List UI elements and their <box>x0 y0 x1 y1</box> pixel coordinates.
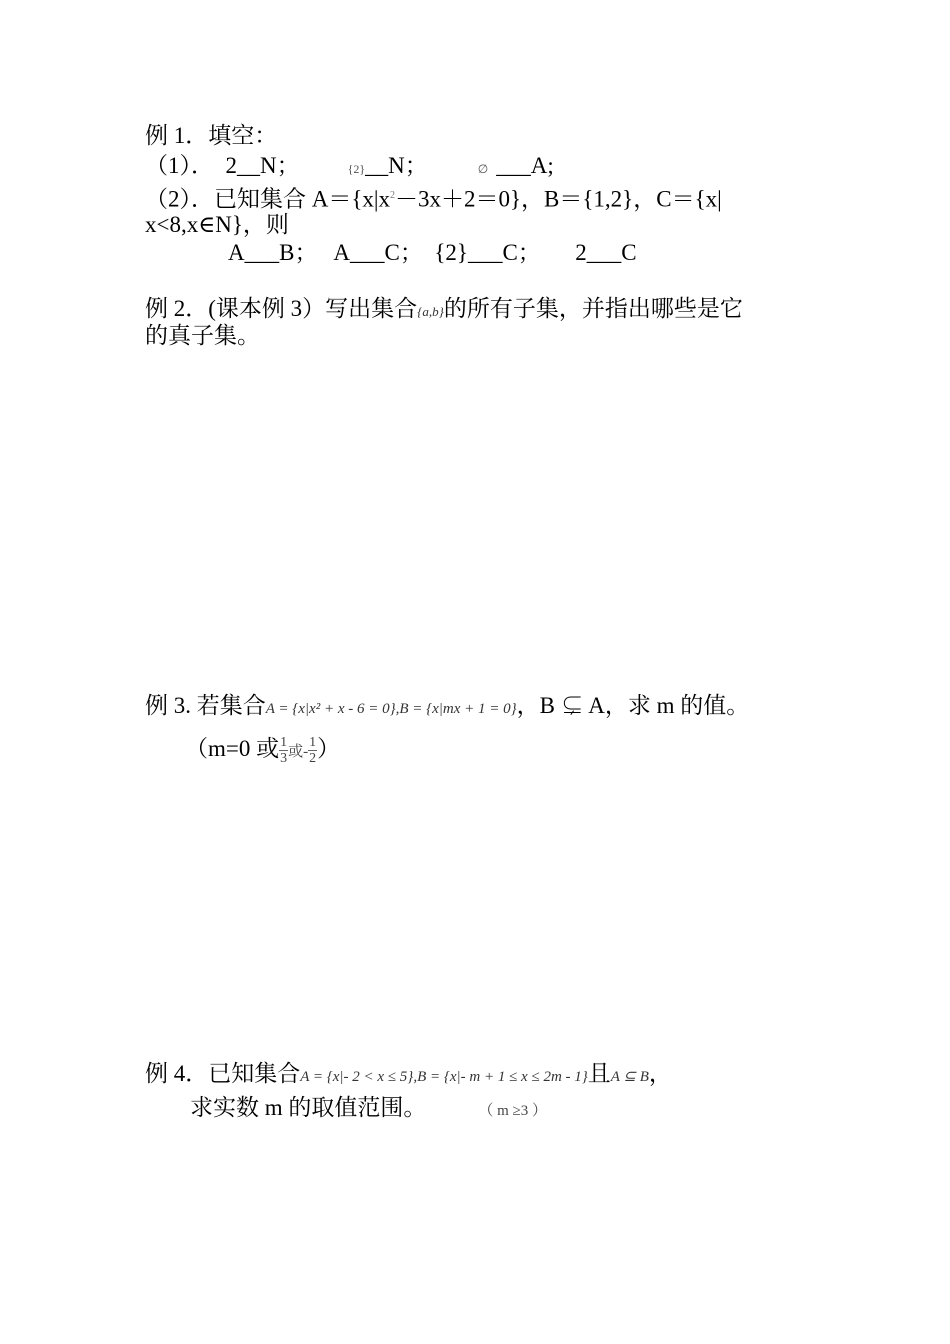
ex3-ans-or: 或- <box>288 744 309 760</box>
ex3-sep: , <box>395 701 400 717</box>
ex4-question: 求实数 m 的取值范围。 <box>190 1095 427 1120</box>
set-ab-math: {a,b} <box>417 304 444 319</box>
example-4-line-1 <box>145 1060 672 1091</box>
subset-condition-math: A ⊆ B <box>610 1069 649 1085</box>
set-A-math: A = {x|x² + x - 6 = 0} <box>265 701 396 717</box>
example-1-title: 例 1．填空： <box>145 123 278 148</box>
example-1-line-1 <box>145 152 554 183</box>
set-A-math: A = {x|- 2 < x ≤ 5} <box>300 1069 414 1085</box>
ex3-part-b: ，B ⊊ A，求 m 的值。 <box>516 693 750 718</box>
example-1-line-3: x<8,x∈N}，则 <box>145 212 289 237</box>
ex4-answer: （ m ≥3 ） <box>478 1103 548 1119</box>
fraction-one-third: $\frac{1}{3}$ <box>280 735 288 767</box>
ex3-ans-a: （m=0 或 <box>185 736 280 761</box>
ex1-l2-part-b: －3x＋2＝0}，B＝{1,2}，C＝{x| <box>395 186 722 212</box>
exponent: 2 <box>390 190 396 201</box>
example-3-line-1 <box>145 692 749 723</box>
ex4-sep: , <box>413 1069 418 1085</box>
fraction-one-half: $\frac{1}{2}$ <box>309 735 317 767</box>
ex4-end: ， <box>648 1061 672 1086</box>
ex1-blank-1: __N； <box>237 153 300 178</box>
ex1-l2-part-a: （2）．已知集合 A＝{x|x <box>145 186 391 212</box>
example-1-line-4: A___B； A___C； {2}___C； 2___C <box>228 240 637 265</box>
ex3-part-a: 例 3. 若集合 <box>145 693 266 718</box>
ex1-part-a: （1）． 2 <box>145 153 237 178</box>
example-3-answer <box>185 735 340 766</box>
empty-set-icon: ∅ <box>477 162 489 176</box>
ex1-blank-3: ___A; <box>496 153 554 178</box>
ex1-blank-2: __N； <box>365 153 428 178</box>
ex4-and: 且 <box>587 1061 611 1086</box>
set-B-math: B = {x|- m + 1 ≤ x ≤ 2m - 1} <box>417 1069 588 1085</box>
ex2-part-a: 例 2．(课本例 3）写出集合 <box>145 296 418 321</box>
example-2-line-2: 的真子集。 <box>145 323 260 348</box>
ex3-ans-b: ） <box>317 736 341 761</box>
ex2-part-b: 的所有子集，并指出哪些是它 <box>443 296 743 321</box>
example-4-line-2 <box>190 1094 547 1125</box>
set-2-math: {2} <box>347 162 366 176</box>
example-1-line-2 <box>145 182 722 214</box>
set-B-math: B = {x|mx + 1 = 0} <box>399 701 517 717</box>
ex4-part-a: 例 4．已知集合 <box>145 1061 301 1086</box>
